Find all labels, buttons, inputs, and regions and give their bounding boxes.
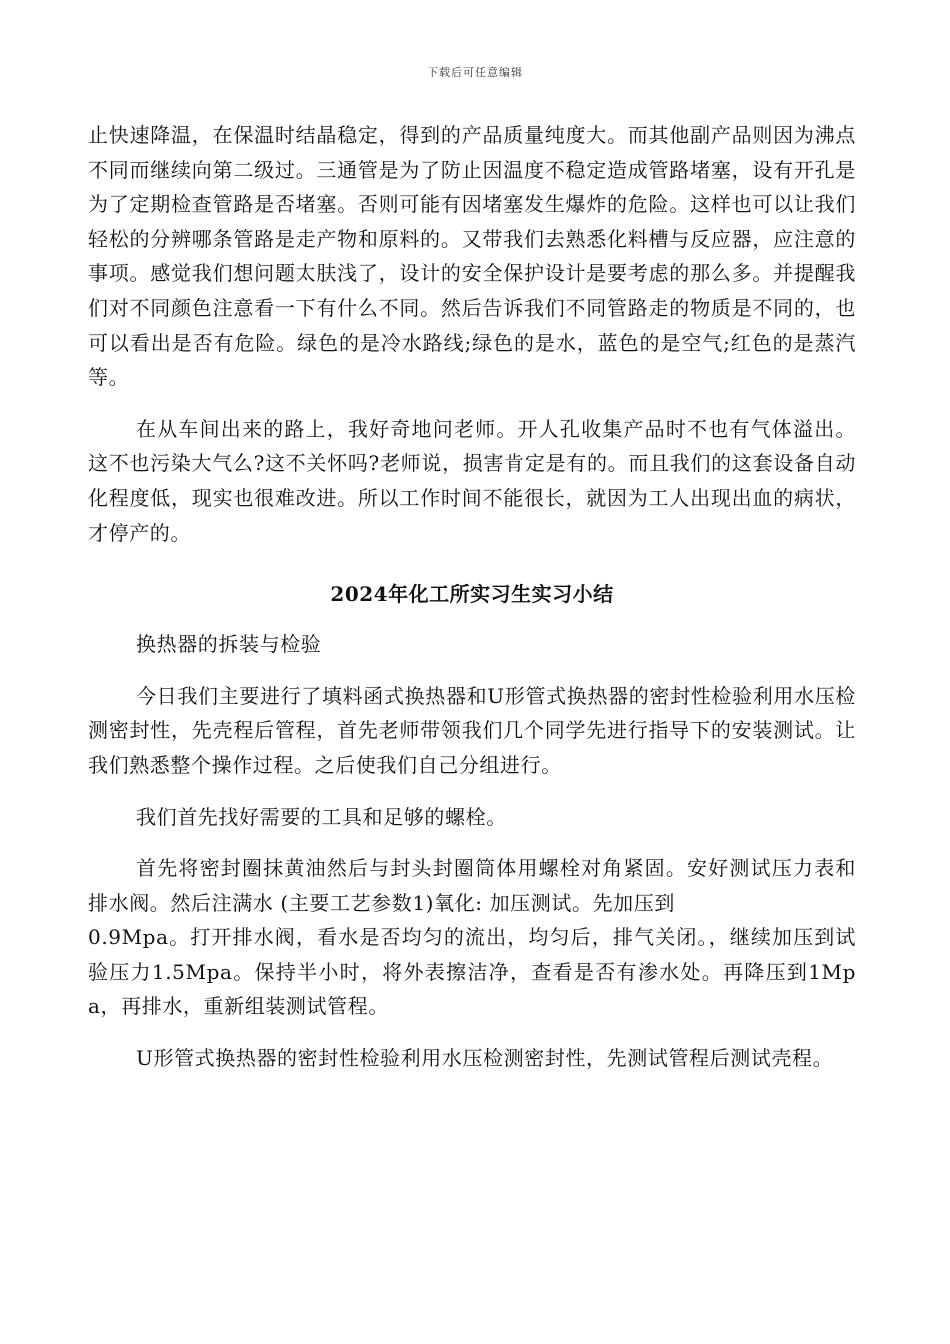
paragraph-heat-exchanger-heading: 换热器的拆装与检验 [136, 632, 322, 657]
paragraph-pressure-test-line2: 0.9Mpa。打开排水阀，看水是否均匀的流出，均匀后，排气关闭。，继续加压到试验压力1.5Mpa。保持半小时，将外表擦洁净，查看是否有渗水处。再降压到1Mpa，再排水，重新组装测试管程。 [88, 925, 856, 1019]
section-title: 2024年化工所实习生实习小结 [330, 582, 614, 607]
paragraph-tools: 我们首先找好需要的工具和足够的螺栓。 [136, 804, 507, 829]
paragraph-sealing-test-intro: 今日我们主要进行了填料函式换热器和U形管式换热器的密封性检验利用水压检测密封性，先壳程后管程，首先老师带领我们几个同学先进行指导下的安装测试。让我们熟悉整个操作过程。之后使我们自己分组进行。 [88, 683, 856, 777]
page-header-note: 下载后可任意编辑 [427, 66, 523, 79]
paragraph-pressure-test [88, 851, 856, 1024]
paragraph-u-tube-test: U形管式换热器的密封性检验利用水压检测密封性，先测试管程后测试壳程。 [136, 1046, 834, 1071]
document-body [88, 118, 856, 1076]
paragraph-pressure-test-line1: 首先将密封圈抹黄油然后与封头封圈筒体用螺栓对角紧固。安好测试压力表和排水阀。然后注满水 (主要工艺参数1)氧化: 加压测试。先加压到 [88, 856, 856, 915]
paragraph-workshop-question: 在从车间出来的路上，我好奇地问老师。开人孔收集产品时不也有气体溢出。这不也污染大气么?这不关怀吗?老师说，损害肯定是有的。而且我们的这套设备自动化程度低，现实也很难改进。所以工作时间不能很长，就因为工人出现出血的病状，才停产的。 [88, 416, 856, 545]
paragraph-pipeline-safety: 止快速降温，在保温时结晶稳定，得到的产品质量纯度大。而其他副产品则因为沸点不同而继续向第二级过。三通管是为了防止因温度不稳定造成管路堵塞，设有开孔是为了定期检查管路是否堵塞。否则可能有因堵塞发生爆炸的危险。这样也可以让我们轻松的分辨哪条管路是走产物和原料的。又带我们去熟悉化料槽与反应器，应注意的事项。感觉我们想问题太肤浅了，设计的安全保护设计是要考虑的那么多。并提醒我们对不同颜色注意看一下有什么不同。然后告诉我们不同管路走的物质是不同的，也可以看出是否有危险。绿色的是冷水路线;绿色的是水，蓝色的是空气;红色的是蒸汽等。 [88, 123, 856, 390]
